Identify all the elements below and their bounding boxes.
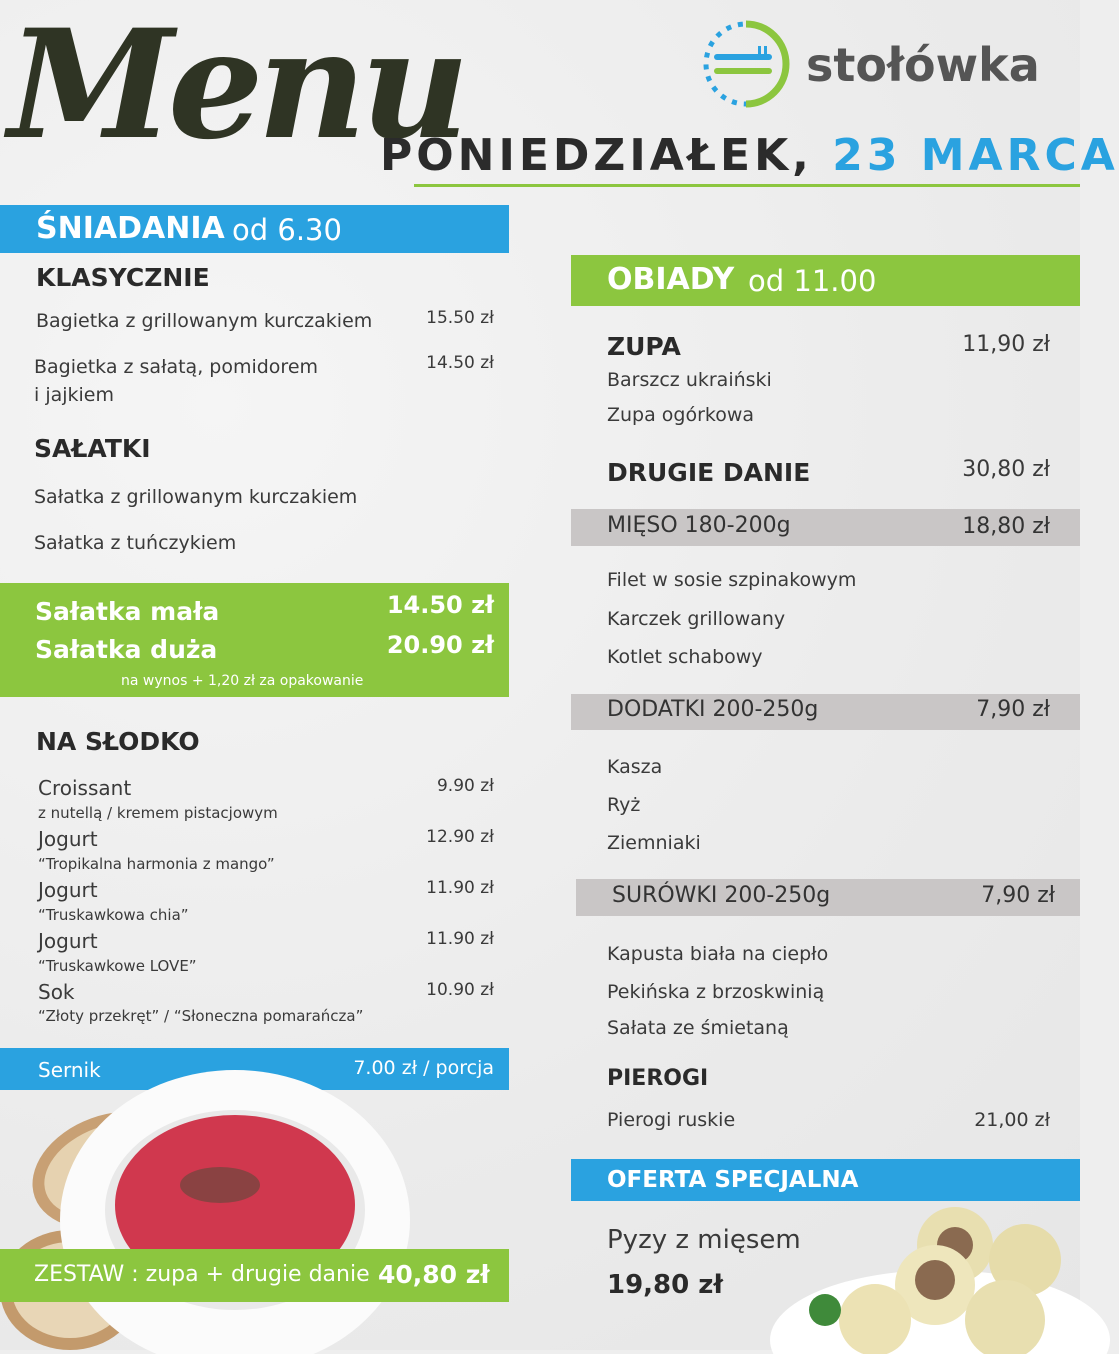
breakfast-title: ŚNIADANIA (36, 211, 225, 246)
logo-text: stołówka (806, 38, 1040, 92)
breakfast-header (0, 205, 509, 253)
sweet-item-name: Jogurt (38, 929, 98, 953)
meat-label: MIĘSO 180-200g (607, 513, 791, 538)
logo-plate-icon (700, 18, 800, 110)
special-offer-price: 19,80 zł (607, 1270, 724, 1300)
sweet-item-price: 11.90 zł (426, 878, 494, 898)
meat-item: Karczek grillowany (607, 608, 786, 630)
date-day: PONIEDZIAŁEK, (380, 130, 813, 181)
pierogi-heading: PIEROGI (607, 1066, 709, 1091)
date-date: 23 MARCA (832, 130, 1119, 181)
salads-label: SURÓWKI 200-250g (612, 883, 831, 908)
lunch-header (571, 255, 1080, 306)
cheesecake-label: Sernik (38, 1058, 101, 1082)
date (380, 130, 1119, 181)
breakfast-time: od 6.30 (232, 213, 342, 247)
dumplings-illustration (770, 1200, 1080, 1350)
sides-bar (571, 694, 1080, 730)
soup-item: Barszcz ukraiński (607, 369, 772, 391)
salad-item: Sałatka z grillowanym kurczakiem (34, 486, 358, 508)
side-item: Ziemniaki (607, 832, 701, 854)
classic-heading: KLASYCZNIE (36, 263, 210, 292)
sweet-item-name: Jogurt (38, 878, 98, 902)
sweet-item-desc: “Truskawkowe LOVE” (38, 957, 197, 975)
classic-item-name-line2: i jajkiem (34, 384, 114, 406)
salad-side-item: Sałata ze śmietaną (607, 1017, 789, 1039)
set-offer-bar (0, 1249, 509, 1302)
sweet-item-name: Jogurt (38, 827, 98, 851)
sweet-item-price: 10.90 zł (426, 980, 494, 1000)
borscht-illustration (0, 1090, 509, 1350)
main-price: 30,80 zł (962, 457, 1050, 482)
menu-title: Menu (8, 0, 464, 173)
salad-price-box (0, 583, 509, 697)
pierogi-item: Pierogi ruskie (607, 1109, 736, 1131)
date-underline (414, 184, 1080, 187)
salad-item: Sałatka z tuńczykiem (34, 532, 237, 554)
sides-label: DODATKI 200-250g (607, 697, 819, 722)
salads-heading: SAŁATKI (34, 434, 151, 463)
salads-bar (576, 879, 1080, 916)
sweet-item-name: Sok (38, 980, 75, 1004)
sweet-item-desc: “Tropikalna harmonia z mango” (38, 855, 275, 873)
dumplings-image (770, 1200, 1080, 1350)
sweet-item-name: Croissant (38, 776, 132, 800)
soup-heading: ZUPA (607, 332, 681, 361)
takeaway-note: na wynos + 1,20 zł za opakowanie (121, 673, 364, 689)
meat-item: Filet w sosie szpinakowym (607, 569, 857, 591)
salads-price: 7,90 zł (981, 883, 1055, 908)
special-offer-title: OFERTA SPECJALNA (607, 1167, 859, 1193)
meat-item: Kotlet schabowy (607, 646, 763, 668)
salad-side-item: Kapusta biała na ciepło (607, 943, 829, 965)
salad-large-label: Sałatka duża (35, 635, 218, 664)
special-offer-bar (571, 1159, 1080, 1201)
cheesecake-price: 7.00 zł / porcja (353, 1057, 494, 1079)
meat-bar (571, 509, 1080, 546)
soup-item: Zupa ogórkowa (607, 404, 755, 426)
sweet-item-desc: “Truskawkowa chia” (38, 906, 189, 924)
pierogi-price: 21,00 zł (974, 1109, 1050, 1131)
side-item: Ryż (607, 794, 641, 816)
salad-side-item: Pekińska z brzoskwinią (607, 981, 825, 1003)
meat-price: 18,80 zł (962, 514, 1050, 539)
sweet-item-price: 9.90 zł (436, 776, 494, 796)
salad-large-price: 20.90 zł (386, 631, 494, 659)
lunch-time: od 11.00 (748, 264, 877, 298)
soup-price: 11,90 zł (962, 332, 1050, 357)
set-offer-price: 40,80 zł (378, 1260, 490, 1289)
classic-item-name: Bagietka z sałatą, pomidorem (34, 356, 319, 378)
sweet-item-price: 12.90 zł (426, 827, 494, 847)
main-heading: DRUGIE DANIE (607, 458, 811, 487)
set-offer-label: ZESTAW : zupa + drugie danie (34, 1262, 370, 1287)
classic-item-name: Bagietka z grillowanym kurczakiem (36, 310, 373, 332)
sweet-item-desc: z nutellą / kremem pistacjowym (38, 804, 278, 822)
sweet-item-desc: “Złoty przekręt” / “Słoneczna pomarańcza” (38, 1007, 364, 1025)
classic-item-price: 14.50 zł (426, 353, 494, 373)
classic-item-price: 15.50 zł (426, 308, 494, 328)
salad-small-label: Sałatka mała (35, 597, 220, 626)
side-item: Kasza (607, 756, 663, 778)
sweet-item-price: 11.90 zł (426, 929, 494, 949)
sides-price: 7,90 zł (976, 697, 1050, 722)
logo (700, 18, 800, 110)
sweet-heading: NA SŁODKO (36, 727, 200, 756)
lunch-title: OBIADY (607, 262, 735, 297)
special-offer-name: Pyzy z mięsem (607, 1225, 801, 1255)
salad-small-price: 14.50 zł (386, 591, 494, 619)
soup-image (0, 1090, 509, 1350)
